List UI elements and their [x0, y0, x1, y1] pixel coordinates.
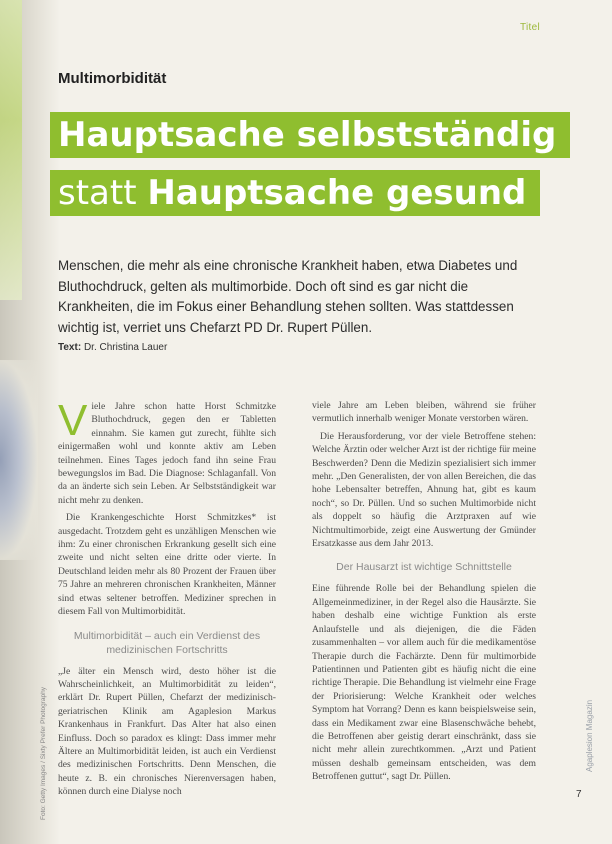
headline-bold-2: Hauptsache gesund: [147, 173, 527, 213]
photo-credit: Foto: Getty Images / Sixty Prefer Photography: [40, 687, 47, 820]
headline-bold-1: Hauptsache selbstständig: [58, 115, 557, 155]
drop-cap: V: [58, 396, 88, 445]
body-paragraph: Eine führende Rolle bei der Behandlung spielen die Allgemeinmediziner, in der Regel also die Hausärzte. Sie haben deshalb eine wichtige Funktion als erste Anlaufstelle und als diejenigen, die die Fäden zusammenhalten – vor allem auch für die medikamentöse Therapie durch die Fachärzte. Denn für multimorbide Patientinnen und Patienten gibt es häufig nicht die eine richtige Therapie. Die Behandlung ist vielmehr eine Frage der Priorisierung: Welche Krankheit oder welches Symptom hat Vorrang? Denn es kann beispielsweise sein, dass ein Medikament zwar eine Blasenschwäche behebt, die Betroffenen aber geistig derart einschränkt, dass sie nicht mehr allein zurechtkommen. „Arzt und Patient müssen deshalb gemeinsam entscheiden, was dem Betroffenen guttut“, sagt Dr. Püllen.: [312, 583, 536, 783]
headline-line-1: [50, 112, 570, 158]
magazine-name: Agaplesion Magazin: [585, 699, 594, 772]
topic-kicker: Multimorbidität: [58, 70, 167, 87]
body-column-left: [58, 396, 276, 803]
body-paragraph: „Je älter ein Mensch wird, desto höher ist die Wahrscheinlichkeit, an Multimorbidität zu leiden“, erklärt Dr. Rupert Püllen, Chefarzt der medizinisch-geriatrischen Klinik am Agaplesion Markus Krankenhaus in Frankfurt. Das Alter hat also einen Einfluss. Doch so paradox es klingt: Dass immer mehr Ältere an Multimorbidität leiden, ist auch ein Verdienst des medizinischen Fortschritts. Denn Menschen, die heute z. B. ein chronisches Nierenversagen haben, können durch eine Dialyse noch: [58, 665, 276, 798]
body-paragraph: Die Herausforderung, vor der viele Betroffene stehen: Welche Ärztin oder welcher Arzt ist der richtige für meine Beschwerden? Denn die Medizin spezialisiert sich immer mehr. „Den Generalisten, der von allen Bereichen, die das hohe Lebensalter betreffen, Ahnung hat, gibt es kaum noch“, so Dr. Püllen. Und so suchen Multimorbide nicht als doppelt so häufig die Arztpraxen auf wie Nichtmultimorbide, zeigt eine Auswertung der Gmünder Ersatzkasse aus dem Jahr 2013.: [312, 430, 536, 550]
body-paragraph: viele Jahre am Leben bleiben, während sie früher vermutlich innerhalb weniger Monate verstorben wären.: [312, 400, 536, 425]
body-column-right: [312, 399, 536, 788]
photo-edge-portrait: [0, 360, 38, 560]
byline-label: Text:: [58, 342, 82, 353]
page-number: 7: [576, 789, 582, 800]
lead-paragraph: Menschen, die mehr als eine chronische Krankheit haben, etwa Diabetes und Bluthochdruck, gelten als multimorbide. Doch oft sind es gar nicht die Krankheiten, die im Fokus einer Behandlung stehen sollten. Was stattdessen wichtig ist, verriet uns Chefarzt PD Dr. Rupert Püllen.: [58, 258, 518, 335]
section-label: Titel: [520, 22, 541, 33]
headline-prefix: statt: [58, 173, 148, 213]
photo-edge-top: [0, 0, 22, 300]
subheading: Der Hausarzt ist wichtige Schnittstelle: [336, 561, 512, 574]
body-paragraph: [58, 396, 276, 507]
byline-author: Dr. Christina Lauer: [83, 342, 168, 353]
subheading: Multimorbidität – auch ein Verdienst des medizinischen Fortschritts: [73, 629, 261, 656]
headline-line-2: [50, 170, 540, 216]
body-paragraph: Die Krankengeschichte Horst Schmitzkes* ist ausgedacht. Trotzdem geht es unzähligen Menschen wie ihm: Zu einer chronischen Erkrankung gesellt sich eine zweite und nicht selten eine dritte oder vierte. In Deutschland leiden mehr als 80 Prozent der Frauen über 75 Jahre an mehreren chronischen Krankheiten, Männer sind etwas seltener betroffen. Mediziner sprechen in diesem Fall von Multimorbidität.: [58, 512, 276, 618]
byline: [58, 342, 167, 353]
body-paragraph-text: iele Jahre schon hatte Horst Schmitzke Bluthochdruck, gegen den er Tabletten einnahm. Sie kamen gut zurecht, fühlte sich einigermaßen wohl und konnte aktiv am Leben teilnehmen. Eines Tages jedoch fand ihn seine Frau bewegungslos im Bad. Die Diagnose: Schlaganfall. Von da an änderte sich sein Leben. Ar Selbstständigkeit war nicht mehr zu denken.: [58, 401, 276, 506]
